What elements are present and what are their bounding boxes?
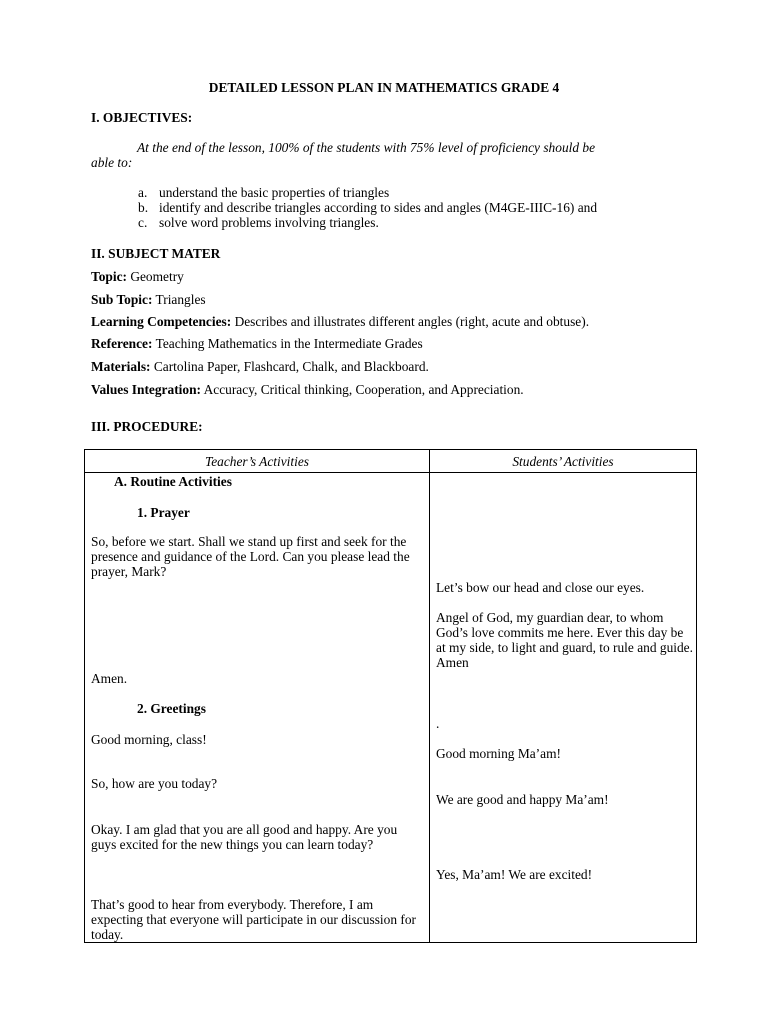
subject-row-reference	[91, 336, 423, 351]
teacher-greeting-2: So, how are you today?	[91, 776, 218, 791]
subject-row-materials	[91, 359, 429, 374]
teacher-activities-cell	[85, 473, 430, 943]
subject-row-topic	[91, 269, 184, 284]
subject-row-competencies	[91, 314, 589, 329]
objective-text: understand the basic properties of triangles	[159, 185, 390, 200]
objective-text: identify and describe triangles according to sides and angles (M4GE-IIIC-16) and	[159, 200, 598, 215]
routine-activities-heading: A. Routine Activities	[114, 474, 232, 489]
student-greeting-3: Yes, Ma’am! We are excited!	[436, 867, 593, 882]
objective-letter: b.	[138, 200, 149, 215]
student-dot: .	[436, 716, 440, 731]
procedure-heading: III. PROCEDURE:	[91, 419, 203, 434]
subject-label: Sub Topic:	[91, 292, 153, 307]
student-greeting-1: Good morning Ma’am!	[436, 746, 561, 761]
greetings-heading: 2. Greetings	[137, 701, 206, 716]
prayer-heading: 1. Prayer	[137, 505, 190, 520]
student-bow-text: Let’s bow our head and close our eyes.	[436, 580, 645, 595]
objective-item-a	[138, 185, 389, 200]
student-greeting-2: We are good and happy Ma’am!	[436, 792, 609, 807]
objective-letter: a.	[138, 185, 148, 200]
objective-item-c	[138, 215, 379, 230]
subject-label: Reference:	[91, 336, 153, 351]
subject-row-values	[91, 382, 524, 397]
objectives-heading: I. OBJECTIVES:	[91, 110, 193, 125]
procedure-table	[84, 449, 697, 943]
subject-label: Learning Competencies:	[91, 314, 232, 329]
subject-label: Materials:	[91, 359, 151, 374]
subject-heading: II. SUBJECT MATER	[91, 246, 221, 261]
subject-value: Cartolina Paper, Flashcard, Chalk, and Blackboard.	[150, 359, 429, 374]
procedure-table-row	[85, 473, 697, 943]
teacher-greeting-1: Good morning, class!	[91, 732, 207, 747]
objective-item-b	[138, 200, 597, 215]
students-activities-cell	[430, 473, 697, 943]
teacher-column-header: Teacher’s Activities	[85, 450, 430, 473]
subject-value: Describes and illustrates different angles (right, acute and obtuse).	[231, 314, 590, 329]
objectives-intro	[91, 140, 666, 170]
objectives-intro-line2: able to:	[91, 155, 133, 170]
teacher-greeting-3: Okay. I am glad that you are all good and happy. Are you guys excited for the new things you can learn today?	[91, 822, 398, 852]
objective-text: solve word problems involving triangles.	[159, 215, 379, 230]
subject-value: Teaching Mathematics in the Intermediate Grades	[152, 336, 423, 351]
objective-letter: c.	[138, 215, 148, 230]
students-column-header: Students’ Activities	[430, 450, 697, 473]
procedure-table-header	[85, 450, 697, 473]
document-title: DETAILED LESSON PLAN IN MATHEMATICS GRADE 4	[208, 80, 560, 95]
teacher-prayer-text: So, before we start. Shall we stand up first and seek for the presence and guidance of the Lord. Can you please lead the prayer, Mark?	[91, 534, 410, 579]
subject-row-subtopic	[91, 292, 206, 307]
subject-value: Geometry	[126, 269, 184, 284]
teacher-amen: Amen.	[91, 671, 128, 686]
objectives-intro-line1: At the end of the lesson, 100% of the students with 75% level of proficiency should be	[137, 140, 596, 155]
teacher-greeting-4: That’s good to hear from everybody. Therefore, I am expecting that everyone will participate in our discussion for today.	[91, 897, 416, 942]
subject-label: Values Integration:	[91, 382, 201, 397]
subject-label: Topic:	[91, 269, 127, 284]
subject-value: Triangles	[152, 292, 206, 307]
subject-value: Accuracy, Critical thinking, Cooperation, and Appreciation.	[200, 382, 524, 397]
student-angel-prayer: Angel of God, my guardian dear, to whom God’s love commits me here. Ever this day be at my side, to light and guard, to rule and guide. Amen	[436, 610, 693, 670]
